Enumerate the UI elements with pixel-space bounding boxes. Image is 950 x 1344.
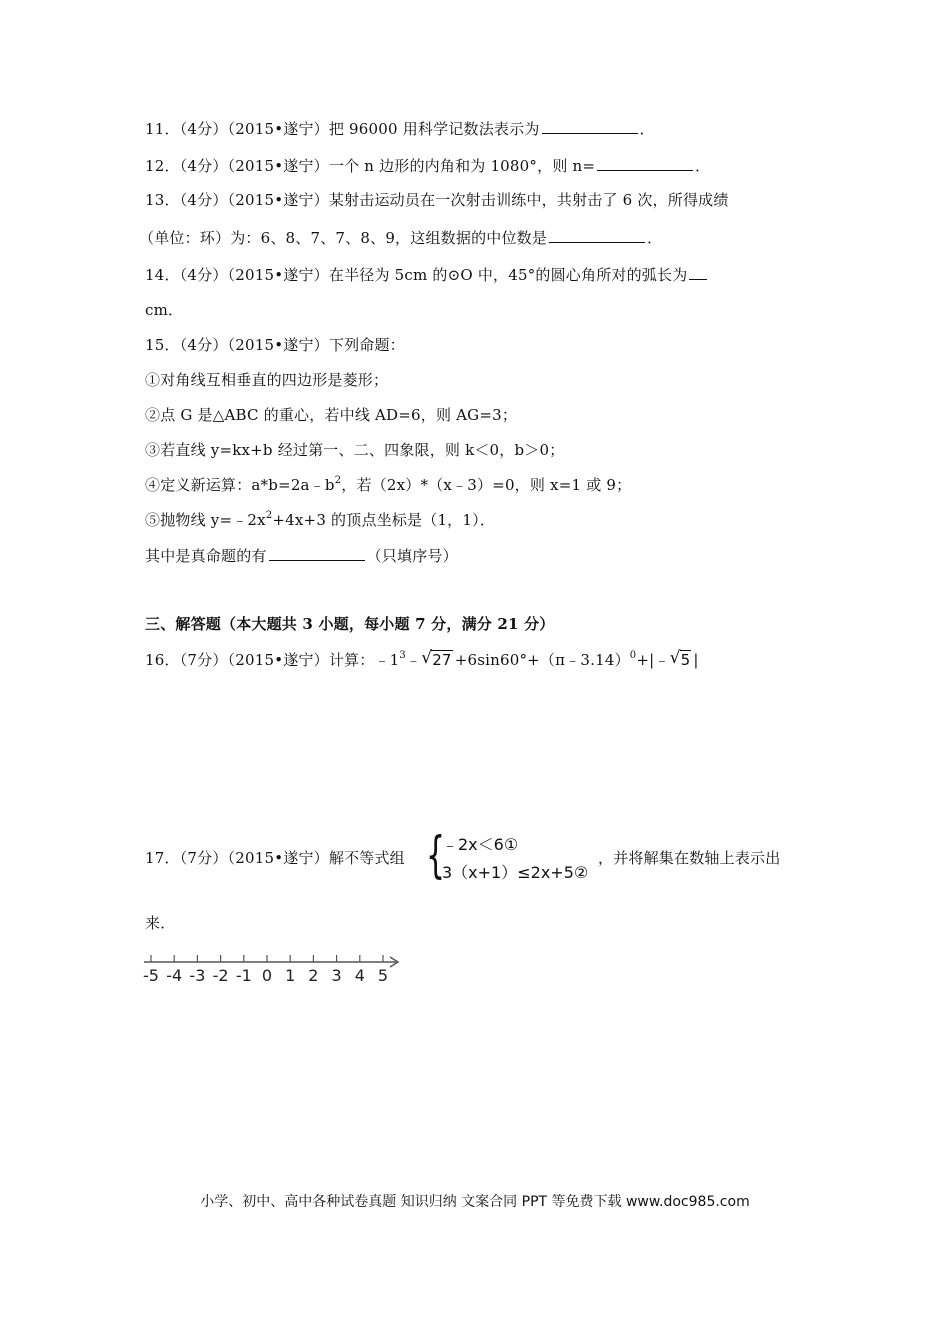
question-17: 17．（7分）（2015•遂宁）解不等式组 — [145, 849, 405, 867]
number-line-label: -1 — [235, 966, 252, 985]
question-14: 14．（4分）（2015•遂宁）在半径为 5cm 的⊙O 中，45°的圆心角所对的弧长为 — [145, 264, 709, 285]
question-12: 12．（4分）（2015•遂宁）一个 n 边形的内角和为 1080°，则 n= ． — [145, 157, 711, 175]
number-line-label: 4 — [354, 966, 365, 985]
proposition-2: ②点 G 是△ABC 的重心，若中线 AD=6，则 AG=3； — [145, 406, 518, 424]
answer-blank[interactable] — [597, 155, 693, 171]
radical-icon: √ — [669, 648, 681, 668]
answer-blank[interactable] — [542, 118, 638, 134]
number-line-label: 0 — [261, 966, 273, 985]
inequality-2: 3（x+1）≤2x+5② — [442, 863, 589, 882]
question-16: 16．（7分）（2015•遂宁）计算：$﹣1^3﹣$ √ 27 +6sin60°+（π﹣3.14）$^0$+|﹣ √ 5 | — [145, 648, 699, 669]
inequality-system — [424, 828, 624, 886]
brace-icon: { — [426, 826, 446, 884]
footer: 小学、初中、高中各种试卷真题 知识归纳 文案合同 PPT 等免费下载 www.doc985.com — [200, 1194, 750, 1210]
radical-icon: √ — [421, 648, 433, 668]
question-13: 13．（4分）（2015•遂宁）某射击运动员在一次射击训练中，共射击了 6 次，所得成绩 — [145, 191, 729, 209]
question-11: 11．（4分）（2015•遂宁）把 96000 用科学记数法表示为 ． — [145, 120, 655, 138]
number-line-label: 3 — [331, 966, 342, 985]
section-heading: 三、解答题（本大题共 3 小题，每小题 7 分，满分 21 分） — [145, 615, 555, 633]
question-17-cont: 来． — [145, 914, 176, 932]
answer-blank[interactable] — [269, 545, 365, 561]
question-14-cont: cm． — [145, 301, 184, 319]
number-line-label: 1 — [285, 966, 296, 985]
inequality-1: ﹣2x＜6① — [442, 835, 519, 854]
answer-blank[interactable] — [689, 264, 707, 280]
proposition-5: ⑤抛物线 $y=﹣2x^2+4x+3$ 的顶点坐标是（1，1）． — [145, 510, 496, 529]
number-line-label: 2 — [308, 966, 319, 985]
question-17-tail: ，并将解集在数轴上表示出 — [598, 849, 781, 867]
proposition-3: ③若直线 y=kx+b 经过第一、二、四象限，则 k＜0，b＞0； — [145, 441, 565, 459]
question-15: 15．（4分）（2015•遂宁）下列命题： — [145, 336, 405, 354]
proposition-4: ④定义新运算：$a*b=2a﹣b^2$，若（2x）*（x﹣3）=0，则 x=1 或 9； — [145, 475, 632, 494]
number-line-label: -4 — [166, 966, 183, 985]
number-line-label: -2 — [212, 966, 229, 985]
question-13-cont: （单位：环）为：6、8、7、7、8、9，这组数据的中位数是 ． — [139, 229, 663, 247]
answer-blank[interactable] — [549, 227, 645, 243]
number-line — [140, 950, 410, 990]
sqrt-27: √ 27 — [421, 648, 452, 669]
number-line-label: -5 — [143, 966, 159, 985]
question-15-ask: 其中是真命题的有 （只填序号） — [145, 547, 458, 565]
sqrt-5: √ 5 — [669, 648, 691, 669]
number-line-label: -3 — [189, 966, 206, 985]
number-line-label: 5 — [377, 966, 389, 985]
proposition-1: ①对角线互相垂直的四边形是菱形； — [145, 371, 389, 389]
